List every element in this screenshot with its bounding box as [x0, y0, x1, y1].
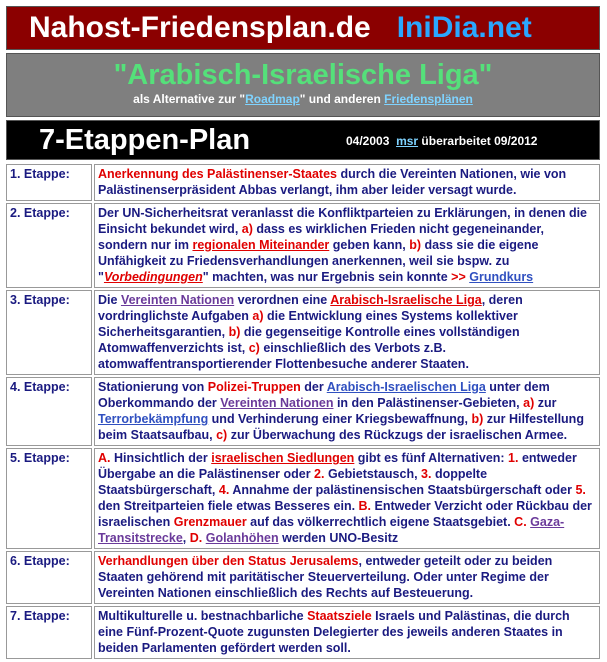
stage-text-part: B.: [358, 499, 372, 513]
stage-link[interactable]: Vereinten Nationen: [120, 293, 235, 307]
stage-label: 1. Etappe:: [6, 164, 92, 201]
stage-text-part: Polizei-Truppen: [207, 380, 301, 394]
stage-text: [94, 290, 600, 375]
stage-text-part: den Streitparteien fiele etwas Besseres ein.: [98, 499, 359, 513]
plan-date: 04/2003: [346, 134, 390, 148]
stage-text-part: ,: [182, 531, 190, 545]
stage-text-part: auf das völkerrechtlich eigene Staatsgebiet.: [246, 515, 515, 529]
stage-text-part: verordnen eine: [234, 293, 331, 307]
stage-text-part: b): [228, 325, 241, 339]
plan-bar: [6, 120, 600, 160]
stage-text-part: zur: [534, 396, 557, 410]
stage-label: 4. Etappe:: [6, 377, 92, 446]
stage-link[interactable]: regionalen Miteinander: [192, 238, 330, 252]
stage-text-part: , entweder geteilt oder zu beiden Staaten gehörend mit paritätischer Steuerverteilung. Oder unter Regime der Vereinten Nationen einschließlich des Rechts auf Besteuerung.: [98, 554, 553, 600]
stage-text-part: D.: [189, 531, 203, 545]
stage-text-part: die Entwicklung eines Systems kollektiver Sicherheitsgarantien,: [98, 309, 518, 339]
stage-text-part: gibt es fünf Alternativen:: [354, 451, 509, 465]
stage-text-part: dass es wirklichen Frieden nicht gegeneinander, sondern nur im: [98, 222, 544, 252]
stage-link[interactable]: Vereinten Nationen: [220, 396, 334, 410]
stage-text: [94, 203, 600, 288]
stage-text-part: a): [252, 309, 264, 323]
stage-text-part: 4.: [218, 483, 230, 497]
site-header: [6, 6, 600, 50]
stage-row: [6, 290, 600, 375]
stage-row: [6, 551, 600, 604]
stage-link[interactable]: israelischen Siedlungen: [211, 451, 355, 465]
stage-text: [94, 164, 600, 201]
stage-text-part: " machten, was nur Ergebnis sein konnte: [202, 270, 452, 284]
plan-meta: [346, 134, 537, 148]
stage-text-part: Die: [98, 293, 121, 307]
stage-text-part: Der UN-Sicherheitsrat veranlasst die Konfliktparteien zu Erklärungen, in denen die Einsicht bekundet wird,: [98, 206, 588, 236]
stage-text-part: c): [248, 341, 260, 355]
stage-link[interactable]: Golanhöhen: [205, 531, 279, 545]
subtitle-prefix: als Alternative zur ": [133, 92, 246, 106]
stage-label: 6. Etappe:: [6, 551, 92, 604]
stage-link[interactable]: Terrorbekämpfung: [98, 412, 209, 426]
stage-link[interactable]: Grundkurs: [469, 270, 534, 284]
stage-text-part: durch die Vereinten Nationen, wie von Palästinenserpräsident Abbas verlangt, ihm aber leider versagt wurde.: [98, 167, 567, 197]
stage-text-part: Verhandlungen über den Status Jerusalems: [98, 554, 359, 568]
site-name[interactable]: Nahost-Friedensplan.de: [29, 11, 371, 44]
stage-text-part: a): [523, 396, 535, 410]
stage-text-part: entweder Übergabe an die Palästinenser oder: [98, 451, 577, 481]
subtitle: [7, 92, 599, 106]
stage-text-part: Grenzmauer: [173, 515, 247, 529]
subtitle-mid: " und anderen: [299, 92, 385, 106]
stage-text: [94, 606, 600, 659]
stage-text-part: 2.: [314, 467, 325, 481]
stage-text-part: in den Palästinenser-Gebieten,: [333, 396, 524, 410]
stage-text-part: Hinsichtlich der: [110, 451, 212, 465]
stage-row: [6, 448, 600, 549]
stage-text-part: geben kann,: [329, 238, 410, 252]
stage-label: 2. Etappe:: [6, 203, 92, 288]
stages-body: [6, 164, 600, 659]
stage-text-part: b): [409, 238, 421, 252]
stage-text-part: Israels und Palästinas, die durch eine Fünf-Prozent-Quote zugunsten Delegierter des jeweils anderen Staates in beiden Parlamenten gefördert werden soll.: [98, 609, 570, 655]
stage-text-part: , deren vordringlichste Aufgaben: [98, 293, 523, 323]
stage-text-part: 3.: [421, 467, 432, 481]
stage-text-part: Anerkennung des Palästinenser-Staates: [98, 167, 337, 181]
stages-table: [4, 162, 602, 661]
stage-text-part: Multikulturelle u. bestnachbarliche: [98, 609, 308, 623]
stage-text-part: einschließlich des Verbots z.B. atomwaffentransportierender Flottenbesuche anderer Staaten.: [98, 341, 469, 371]
stage-link[interactable]: Arabisch-Israelischen Liga: [326, 380, 486, 394]
stage-text-part: Staatsziele: [307, 609, 372, 623]
stage-text-part: Gebietstausch,: [324, 467, 422, 481]
stage-text-part: A.: [98, 451, 111, 465]
stage-text-part: die gegenseitige Kontrolle eines vollständigen Atomwaffenverzichts ist,: [98, 325, 520, 355]
stage-text-part: c): [216, 428, 228, 442]
stage-text-part: unter dem Oberkommando der: [98, 380, 550, 410]
page-title: "Arabisch-Israelische Liga": [113, 59, 493, 91]
stage-text-part: der: [300, 380, 327, 394]
page-frame: [6, 6, 600, 661]
author-link[interactable]: msr: [396, 134, 419, 148]
stage-label: 5. Etappe:: [6, 448, 92, 549]
stage-link[interactable]: Gaza-Transitstrecke: [98, 515, 565, 545]
stage-text-part: a): [241, 222, 253, 236]
stage-text-part: zur Hilfestellung beim Staatsaufbau,: [98, 412, 584, 442]
stage-text-part: C.: [514, 515, 527, 529]
stage-row: [6, 203, 600, 288]
stage-text-part: doppelte Staatsbürgerschaft,: [98, 467, 488, 497]
stage-text: [94, 448, 600, 549]
stage-text: [94, 551, 600, 604]
stage-row: [6, 164, 600, 201]
stage-text-part: werden UNO-Besitz: [278, 531, 399, 545]
stage-text-part: Annahme der palästinensischen Staatsbürgerschaft oder: [229, 483, 576, 497]
stage-text-part: Stationierung von: [98, 380, 208, 394]
stage-link[interactable]: Vorbedingungen: [103, 270, 203, 284]
stage-text-part: Entweder Verzicht oder Rückbau der israelischen: [98, 499, 592, 529]
friedensplaene-link[interactable]: Friedensplänen: [384, 92, 473, 106]
stage-text-part: b): [471, 412, 484, 426]
stage-text-part: und Verhinderung einer Kriegsbewaffnung,: [208, 412, 472, 426]
plan-revised: überarbeitet 09/2012: [421, 134, 538, 148]
roadmap-link[interactable]: Roadmap: [245, 92, 300, 106]
stage-label: 3. Etappe:: [6, 290, 92, 375]
stage-text-part: >>: [451, 270, 466, 284]
stage-text: [94, 377, 600, 446]
stage-label: 7. Etappe:: [6, 606, 92, 659]
stage-text-part: 5.: [575, 483, 586, 497]
stage-link[interactable]: Arabisch-Israelische Liga: [330, 293, 482, 307]
stage-row: [6, 377, 600, 446]
stage-text-part: dass sie die eigene Unfähigkeit zu Friedensverhandlungen anerkennen, weil sie bspw. zu ": [98, 238, 539, 284]
stage-text-part: 1.: [508, 451, 519, 465]
title-banner: [6, 53, 600, 117]
stage-text-part: zur Überwachung des Rückzugs der israelischen Armee.: [227, 428, 568, 442]
stage-row: [6, 606, 600, 659]
plan-title: 7-Etappen-Plan: [39, 123, 251, 156]
site-name-2[interactable]: IniDia.net: [396, 11, 532, 44]
